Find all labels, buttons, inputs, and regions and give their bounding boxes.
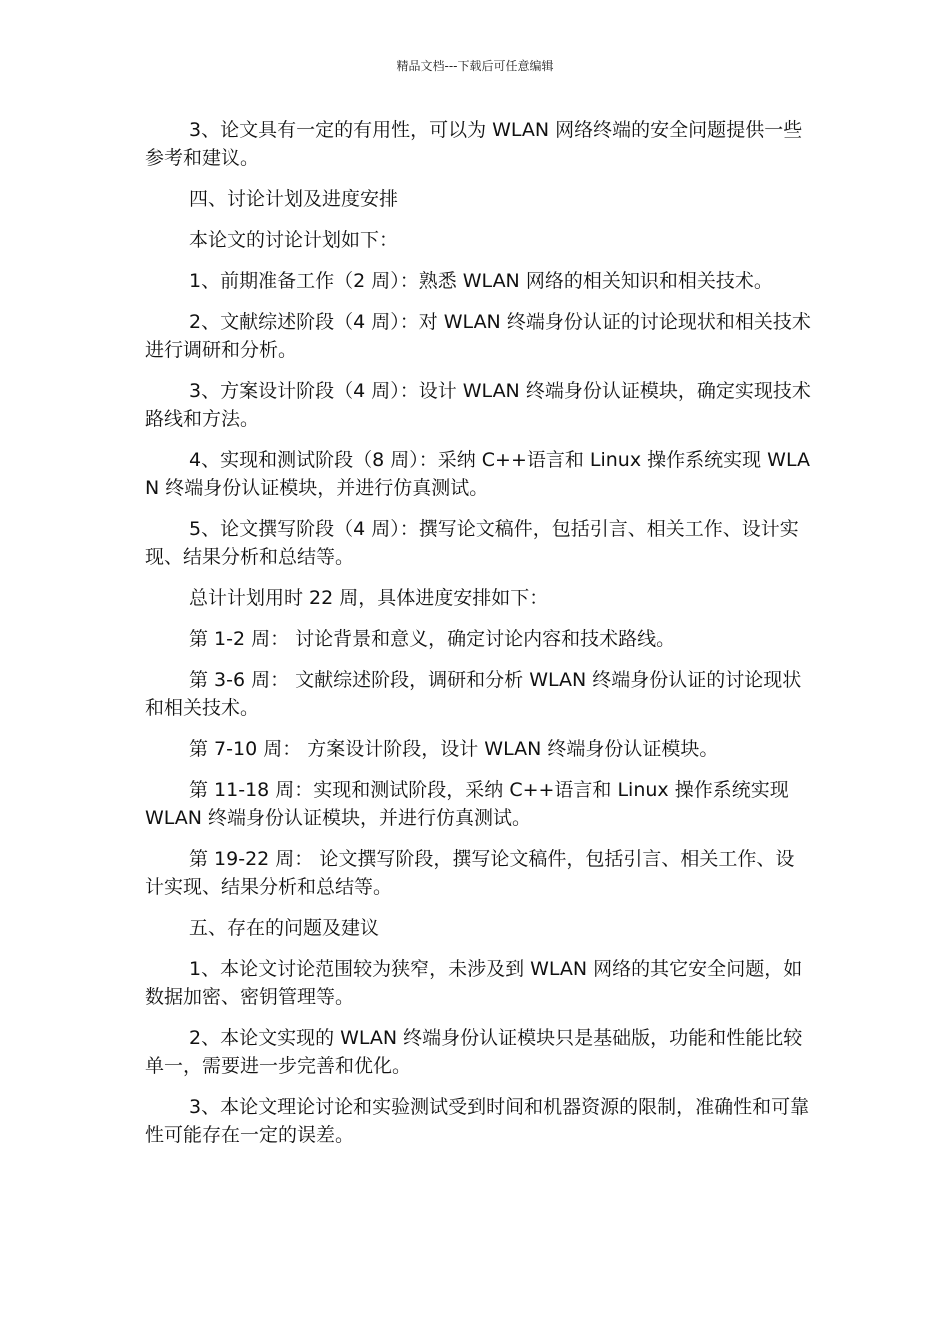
section-heading-plan: 四、讨论计划及进度安排: [189, 188, 399, 210]
section-heading-issues: 五、存在的问题及建议: [189, 917, 380, 939]
plan-item-3: 3、方案设计阶段（4 周）：设计 WLAN 终端身份认证模块，确定实现技术路线和方法。: [145, 380, 811, 430]
plan-item-1: 1、前期准备工作（2 周）：熟悉 WLAN 网络的相关知识和相关技术。: [189, 270, 773, 292]
schedule-weeks-3-6: 第 3-6 周： 文献综述阶段，调研和分析 WLAN 终端身份认证的讨论现状和相关技术。: [145, 669, 802, 719]
schedule-weeks-19-22: 第 19-22 周： 论文撰写阶段，撰写论文稿件，包括引言、相关工作、设计实现、结果分析和总结等。: [145, 848, 795, 898]
page-header: 精品文档---下载后可任意编辑: [396, 59, 554, 73]
schedule-weeks-7-10: 第 7-10 周： 方案设计阶段，设计 WLAN 终端身份认证模块。: [189, 738, 719, 760]
issue-item-1: 1、本论文讨论范围较为狭窄，未涉及到 WLAN 网络的其它安全问题，如数据加密、密钥管理等。: [145, 958, 803, 1008]
paragraph-plan-intro: 本论文的讨论计划如下：: [189, 229, 399, 251]
document-body: [145, 116, 813, 1162]
plan-item-4: 4、实现和测试阶段（8 周）：采纳 C++语言和 Linux 操作系统实现 WLAN 终端身份认证模块，并进行仿真测试。: [145, 449, 810, 499]
plan-item-2: 2、文献综述阶段（4 周）：对 WLAN 终端身份认证的讨论现状和相关技术进行调研和分析。: [145, 311, 811, 361]
plan-item-5: 5、论文撰写阶段（4 周）：撰写论文稿件，包括引言、相关工作、设计实现、结果分析和总结等。: [145, 518, 799, 568]
issue-item-3: 3、本论文理论讨论和实验测试受到时间和机器资源的限制，准确性和可靠性可能存在一定的误差。: [145, 1096, 810, 1146]
schedule-weeks-1-2: 第 1-2 周： 讨论背景和意义，确定讨论内容和技术路线。: [189, 628, 676, 650]
paragraph-usefulness: 3、论文具有一定的有用性，可以为 WLAN 网络终端的安全问题提供一些参考和建议。: [145, 119, 803, 169]
paragraph-schedule-intro: 总计计划用时 22 周，具体进度安排如下：: [189, 587, 549, 609]
schedule-weeks-11-18: 第 11-18 周：实现和测试阶段，采纳 C++语言和 Linux 操作系统实现 WLAN 终端身份认证模块，并进行仿真测试。: [145, 779, 789, 829]
issue-item-2: 2、本论文实现的 WLAN 终端身份认证模块只是基础版，功能和性能比较单一，需要进一步完善和优化。: [145, 1027, 803, 1077]
